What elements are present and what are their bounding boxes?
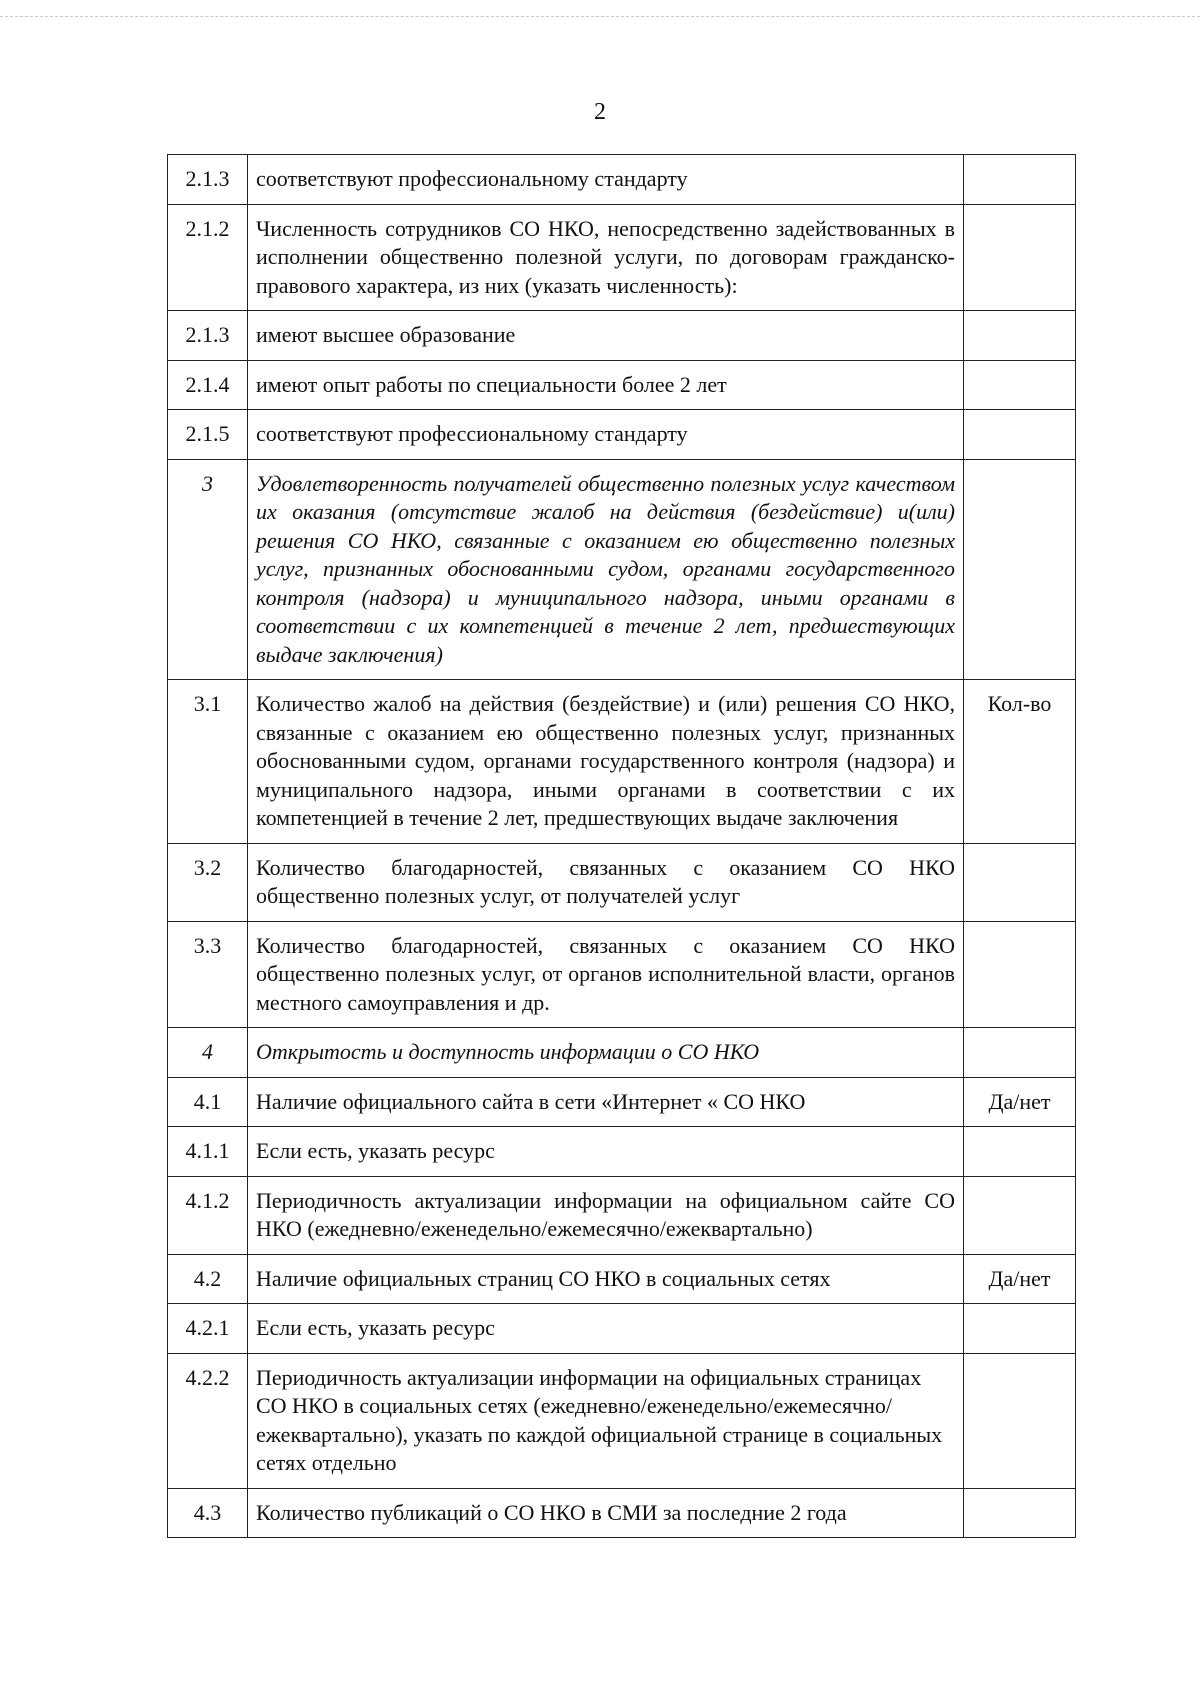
indicator-text-cell: Если есть, указать ресурс (248, 1304, 964, 1354)
row-number-cell: 3.1 (168, 680, 248, 844)
measure-unit-cell (964, 921, 1076, 1028)
indicator-text-cell: соответствуют профессиональному стандарту (248, 155, 964, 205)
indicator-text-cell: соответствуют профессиональному стандарту (248, 410, 964, 460)
indicator-text-cell: Открытость и доступность информации о СО НКО (248, 1028, 964, 1078)
indicator-text-cell: Количество благодарностей, связанных с оказанием СО НКО общественно полезных услуг, от получателей услуг (248, 843, 964, 921)
measure-unit-cell (964, 410, 1076, 460)
row-number-cell: 3.2 (168, 843, 248, 921)
table-row (168, 155, 1076, 205)
indicator-text-cell: Наличие официального сайта в сети «Интернет « СО НКО (248, 1077, 964, 1127)
table-row (168, 1176, 1076, 1254)
measure-unit-cell (964, 1028, 1076, 1078)
table-row (168, 360, 1076, 410)
measure-unit-cell (964, 1176, 1076, 1254)
row-number-cell: 4 (168, 1028, 248, 1078)
indicator-text-cell: Периодичность актуализации информации на официальном сайте СО НКО (ежедневно/еженедельно/ежемесячно/ежеквартально) (248, 1176, 964, 1254)
row-number-cell: 4.1 (168, 1077, 248, 1127)
table-row (168, 1353, 1076, 1488)
row-number-cell: 4.2.1 (168, 1304, 248, 1354)
measure-unit-cell (964, 204, 1076, 311)
table-row (168, 1127, 1076, 1177)
table-row (168, 1488, 1076, 1538)
row-number-cell: 4.1.2 (168, 1176, 248, 1254)
measure-unit-cell (964, 1304, 1076, 1354)
indicator-table-body (168, 155, 1076, 1538)
table-row (168, 921, 1076, 1028)
measure-unit-cell: Да/нет (964, 1254, 1076, 1304)
indicator-text-cell: Наличие официальных страниц СО НКО в социальных сетях (248, 1254, 964, 1304)
measure-unit-cell: Кол-во (964, 680, 1076, 844)
indicator-text-cell: Численность сотрудников СО НКО, непосредственно задействованных в исполнении общественно полезной услуги, по договорам гражданско-правового характера, из них (указать численность): (248, 204, 964, 311)
row-number-cell: 4.2.2 (168, 1353, 248, 1488)
measure-unit-cell: Да/нет (964, 1077, 1076, 1127)
row-number-cell: 2.1.5 (168, 410, 248, 460)
table-row (168, 1254, 1076, 1304)
indicator-text-cell: Если есть, указать ресурс (248, 1127, 964, 1177)
indicator-text-cell: Количество благодарностей, связанных с оказанием СО НКО общественно полезных услуг, от органов исполнительной власти, органов местного самоуправления и др. (248, 921, 964, 1028)
table-row (168, 1028, 1076, 1078)
row-number-cell: 2.1.3 (168, 155, 248, 205)
row-number-cell: 2.1.2 (168, 204, 248, 311)
measure-unit-cell (964, 1353, 1076, 1488)
indicator-text-cell: Количество публикаций о СО НКО в СМИ за последние 2 года (248, 1488, 964, 1538)
indicator-table (167, 154, 1076, 1538)
measure-unit-cell (964, 155, 1076, 205)
indicator-text-cell: Периодичность актуализации информации на официальных страницах СО НКО в социальных сетях (ежедневно/еженедельно/ежемесячно/ежеквартально), указать по каждой официальной странице в социальных сетях отдельно (248, 1353, 964, 1488)
indicator-text-cell: Удовлетворенность получателей общественно полезных услуг качеством их оказания (отсутствие жалоб на действия (бездействие) и(или) решения СО НКО, связанные с оказанием ею общественно полезных услуг, признанных обоснованными судом, органами государственного контроля (надзора) и муниципального надзора, иными органами в соответствии с их компетенцией в течение 2 лет, предшествующих выдаче заключения) (248, 459, 964, 680)
indicator-text-cell: имеют высшее образование (248, 311, 964, 361)
page-number: 2 (594, 99, 606, 125)
table-row (168, 311, 1076, 361)
table-row (168, 843, 1076, 921)
table-row (168, 1304, 1076, 1354)
indicator-text-cell: имеют опыт работы по специальности более 2 лет (248, 360, 964, 410)
measure-unit-cell (964, 311, 1076, 361)
scan-edge-line (0, 16, 1200, 17)
row-number-cell: 3.3 (168, 921, 248, 1028)
measure-unit-cell (964, 1488, 1076, 1538)
measure-unit-cell (964, 360, 1076, 410)
indicator-text-cell: Количество жалоб на действия (бездействие) и (или) решения СО НКО, связанные с оказанием ею общественно полезных услуг, признанных обоснованными судом, органами государственного контроля (надзора) и муниципального надзора, иными органами в соответствии с их компетенцией в течение 2 лет, предшествующих выдаче заключения (248, 680, 964, 844)
table-row (168, 680, 1076, 844)
measure-unit-cell (964, 843, 1076, 921)
measure-unit-cell (964, 459, 1076, 680)
row-number-cell: 4.2 (168, 1254, 248, 1304)
row-number-cell: 3 (168, 459, 248, 680)
row-number-cell: 2.1.4 (168, 360, 248, 410)
row-number-cell: 4.1.1 (168, 1127, 248, 1177)
table-row (168, 459, 1076, 680)
table-row (168, 410, 1076, 460)
table-row (168, 1077, 1076, 1127)
measure-unit-cell (964, 1127, 1076, 1177)
table-row (168, 204, 1076, 311)
row-number-cell: 4.3 (168, 1488, 248, 1538)
row-number-cell: 2.1.3 (168, 311, 248, 361)
